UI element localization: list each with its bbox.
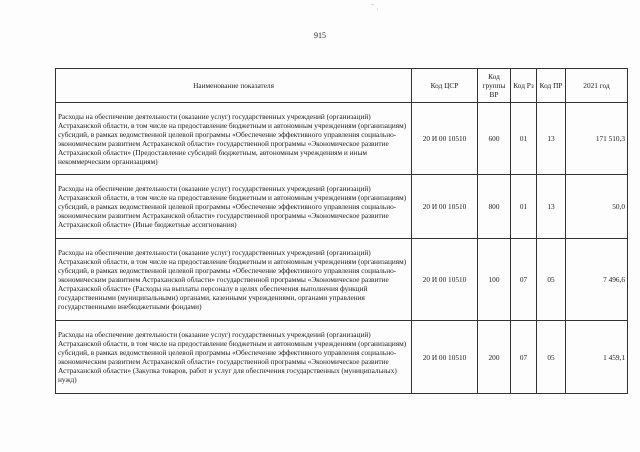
cell-pr: 13	[537, 103, 566, 175]
table-header-row	[56, 69, 628, 103]
table-row	[56, 239, 628, 321]
cell-vr: 100	[478, 239, 511, 321]
cell-name: Расходы на обеспечение деятельности (оказание услуг) государственных учреждений (организаций) Астраханской области, в том числе на предоставление бюджетным и автономным учреждениям (организациям) субсидий, в рамках ведомственной целевой программы «Обеспечение эффективного управления социально-экономическим развитием Астраханской области» государственной программы «Экономическое развитие Астраханской области» (Предоставление субсидий бюджетным, автономным учреждениям и иным некоммерческим организациям)	[56, 103, 412, 175]
cell-sum: 1 459,1	[566, 321, 628, 394]
cell-sum: 50,0	[566, 175, 628, 239]
header-name: Наименование показателя	[56, 69, 412, 103]
cell-pr: 05	[537, 321, 566, 394]
header-vr: Код группы ВР	[478, 69, 511, 103]
cell-rz: 07	[511, 321, 537, 394]
cell-vr: 800	[478, 175, 511, 239]
cell-name: Расходы на обеспечение деятельности (оказание услуг) государственных учреждений (организаций) Астраханской области, в том числе на предоставление бюджетным и автономным учреждениям (организациям) субсидий, в рамках ведомственной целевой программы «Обеспечение эффективного управления социально-экономическим развитием Астраханской области» государственной программы «Экономическое развитие Астраханской области» (Иные бюджетные ассигнования)	[56, 175, 412, 239]
header-sum: 2021 год	[566, 69, 628, 103]
cell-csr: 20 И 00 10510	[412, 239, 478, 321]
cell-name: Расходы на обеспечение деятельности (оказание услуг) государственных учреждений (организаций) Астраханской области, в том числе на предоставление бюджетным и автономным учреждениям (организациям) субсидий, в рамках ведомственной целевой программы «Обеспечение эффективного управления социально-экономическим развитием Астраханской области» государственной программы «Экономическое развитие Астраханской области» (Расходы на выплаты персоналу в целях обеспечения выполнения функций государственными (муниципальными) органами, казенными учреждениями, органами управления государственными внебюджетными фондами)	[56, 239, 412, 321]
header-pr: Код ПР	[537, 69, 566, 103]
cell-csr: 20 И 00 10510	[412, 175, 478, 239]
cell-pr: 05	[537, 239, 566, 321]
cell-name: Расходы на обеспечение деятельности (оказание услуг) государственных учреждений (организаций) Астраханской области, в том числе на предоставление бюджетным и автономным учреждениям (организациям) субсидий, в рамках ведомственной целевой программы «Обеспечение эффективного управления социально-экономическим развитием Астраханской области» государственной программы «Экономическое развитие Астраханской области» (Закупка товаров, работ и услуг для обеспечения государственных (муниципальных) нужд)	[56, 321, 412, 394]
table-row	[56, 103, 628, 175]
header-rz: Код Рз	[511, 69, 537, 103]
scan-marks	[365, 2, 405, 16]
cell-rz: 01	[511, 103, 537, 175]
cell-csr: 20 И 00 10510	[412, 103, 478, 175]
table-row	[56, 175, 628, 239]
cell-rz: 01	[511, 175, 537, 239]
cell-rz: 07	[511, 239, 537, 321]
cell-vr: 600	[478, 103, 511, 175]
header-csr: Код ЦСР	[412, 69, 478, 103]
page-number: 915	[314, 31, 326, 40]
cell-vr: 200	[478, 321, 511, 394]
cell-csr: 20 И 00 10510	[412, 321, 478, 394]
cell-sum: 7 496,6	[566, 239, 628, 321]
budget-table	[55, 68, 628, 394]
cell-sum: 171 510,3	[566, 103, 628, 175]
table-row	[56, 321, 628, 394]
cell-pr: 13	[537, 175, 566, 239]
